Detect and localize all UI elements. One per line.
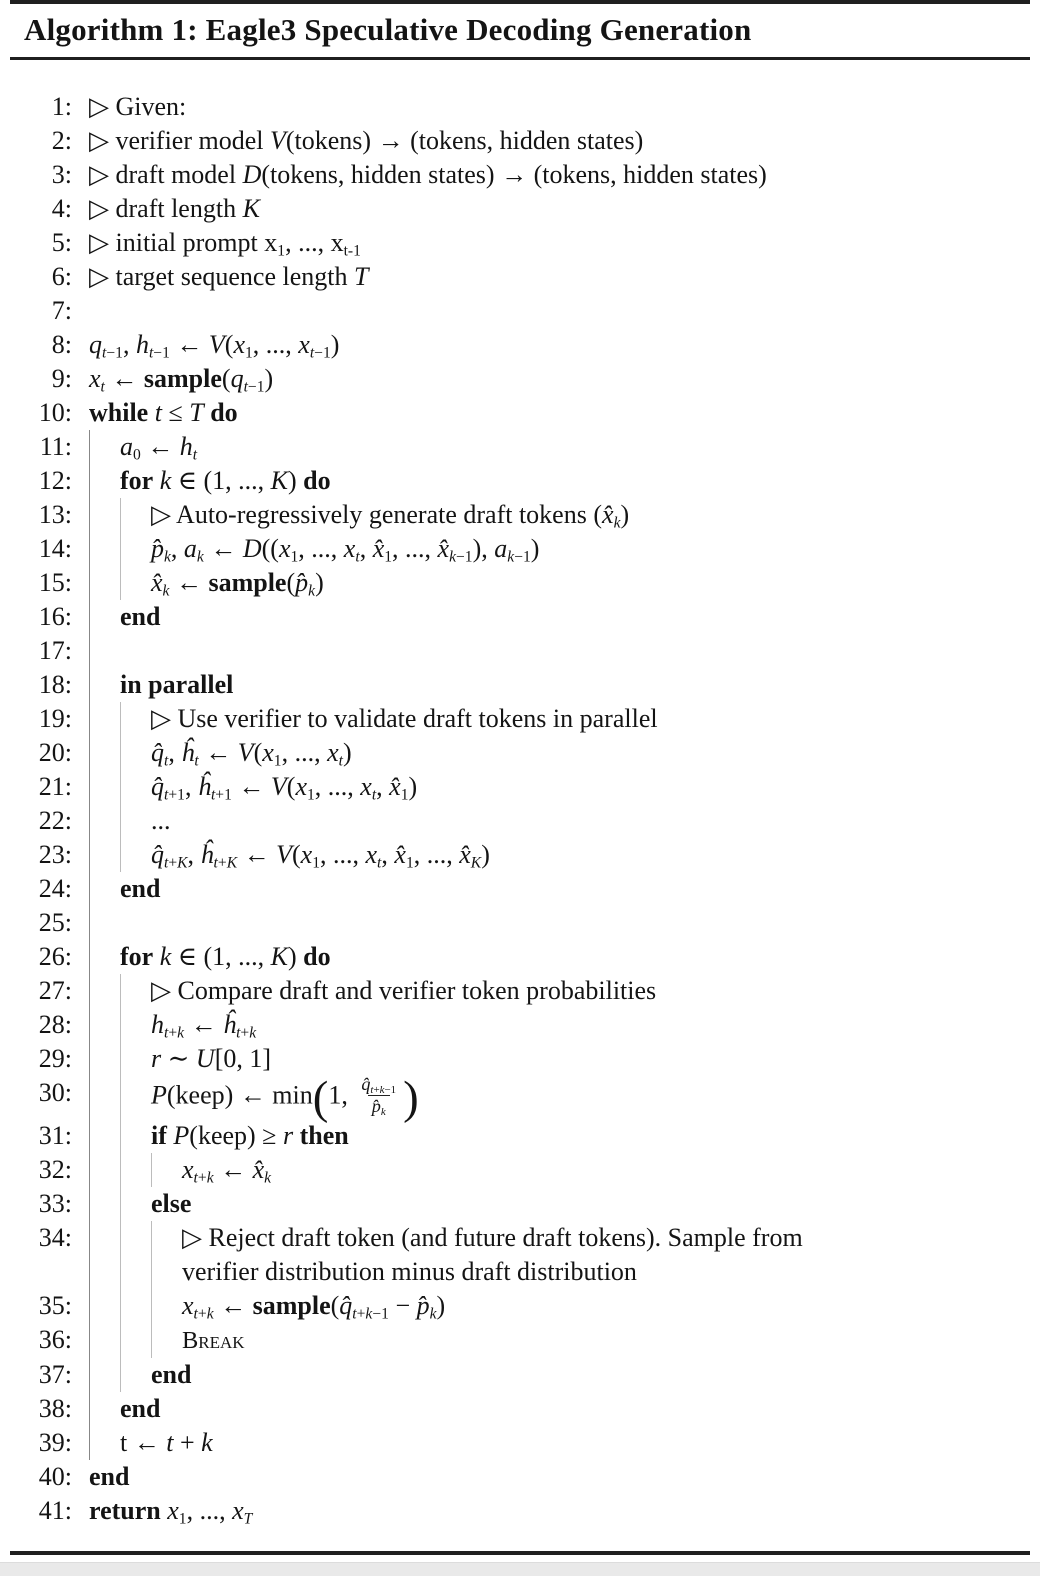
algo-line	[0, 430, 1032, 464]
algo-line	[0, 872, 1032, 906]
line-number: 27:	[38, 976, 72, 1005]
line-content: ▷ draft model D(tokens, hidden states) → (tokens, hidden states)	[89, 160, 767, 189]
indent-guide	[89, 702, 120, 736]
algo-line	[0, 158, 1032, 192]
indent-guide	[89, 464, 120, 498]
line-content: $q̂_{t+K}$, $ĥ_{t+K}$ ← $V(x_1$, ..., $x_t$, $x̂_1$, ..., $x̂_K$)	[151, 840, 490, 872]
line-number: 21:	[38, 772, 72, 801]
algo-line	[0, 1119, 1032, 1153]
indent-guide	[120, 1042, 151, 1076]
algo-line	[0, 702, 1032, 736]
line-number: 37:	[38, 1359, 72, 1389]
line-number: 14:	[38, 534, 72, 563]
line-content: ▷ Given:	[89, 92, 187, 121]
indent-guide	[89, 838, 120, 872]
indent-guide	[151, 1289, 182, 1323]
line-content: end	[151, 1359, 192, 1389]
algo-line	[0, 464, 1032, 498]
algorithm-body	[0, 60, 1040, 1551]
indent-guide	[89, 1008, 120, 1042]
indent-guide	[89, 770, 120, 804]
line-number: 9:	[51, 364, 72, 393]
line-number: 33:	[38, 1188, 72, 1218]
indent-guide	[89, 736, 120, 770]
line-number: 10:	[38, 398, 72, 427]
indent-guide	[120, 770, 151, 804]
indent-guide	[89, 1042, 120, 1076]
line-content: $q̂_t$, $ĥ_t$ ← $V(x_1$, ..., $x_t$)	[151, 738, 352, 770]
line-number: 38:	[38, 1393, 72, 1423]
algo-line	[0, 260, 1032, 294]
indent-guide	[89, 634, 120, 668]
algo-line	[0, 1071, 1032, 1124]
algo-line	[0, 1153, 1032, 1187]
line-content: end	[89, 1461, 130, 1491]
line-number: 3:	[51, 160, 72, 189]
line-content: $q_{t-1}$, $h_{t-1}$ ← $V(x_1$, ..., $x_{t-1}$)	[89, 330, 340, 362]
indent-guide	[89, 1221, 120, 1289]
line-content: in parallel	[120, 670, 234, 699]
indent-guide	[89, 1289, 120, 1323]
indent-guide	[89, 974, 120, 1008]
line-content: ▷ initial prompt $x_1$, ..., $x_{t-1}$	[89, 228, 361, 260]
line-number: 24:	[38, 874, 72, 903]
indent-guide	[151, 1153, 182, 1187]
indent-guide	[120, 532, 151, 566]
algo-line	[0, 192, 1032, 226]
indent-guide	[120, 702, 151, 736]
window-footer-strip	[0, 1562, 1040, 1576]
algo-line	[0, 668, 1032, 702]
line-number: 17:	[38, 636, 72, 665]
indent-guide	[120, 1008, 151, 1042]
indent-guide	[89, 906, 120, 940]
line-number: 8:	[51, 330, 72, 359]
line-number: 1:	[51, 92, 72, 121]
line-content: t ← t + k	[120, 1427, 213, 1457]
algo-line	[0, 1042, 1032, 1076]
algo-line	[0, 1221, 1032, 1289]
indent-guide	[120, 1153, 151, 1187]
indent-guide	[89, 804, 120, 838]
algo-line	[0, 226, 1032, 260]
line-number: 20:	[38, 738, 72, 767]
algorithm-title: Algorithm 1: Eagle3 Speculative Decoding Generation	[24, 12, 752, 47]
line-number: 12:	[38, 466, 72, 495]
algo-line	[0, 498, 1032, 532]
algo-line	[0, 906, 1032, 940]
algo-line	[0, 1323, 1032, 1358]
line-number: 36:	[38, 1324, 72, 1354]
indent-guide	[89, 600, 120, 634]
indent-guide	[120, 804, 151, 838]
algo-line	[0, 90, 1032, 124]
line-content: ▷ Compare draft and verifier token probabilities	[151, 976, 657, 1005]
indent-guide	[89, 1119, 120, 1153]
indent-guide	[151, 1323, 182, 1358]
algo-line	[0, 396, 1032, 430]
algo-line	[0, 566, 1032, 600]
line-content: for k ∈ (1, ..., K) do	[120, 466, 331, 495]
algorithm-header	[0, 4, 1040, 57]
line-number: 18:	[38, 670, 72, 699]
indent-guide	[120, 1076, 151, 1119]
line-number: 11:	[39, 432, 72, 461]
line-content: ▷ verifier model V(tokens) → (tokens, hidden states)	[89, 126, 644, 155]
line-number: 41:	[38, 1495, 72, 1525]
line-content: $a_0$ ← $h_t$	[120, 432, 198, 464]
line-content: ▷ target sequence length T	[89, 262, 369, 291]
algo-line	[0, 328, 1032, 362]
indent-guide	[89, 668, 120, 702]
indent-guide	[89, 498, 120, 532]
line-content: end	[120, 874, 161, 903]
line-content: $q̂_{t+1}$, $ĥ_{t+1}$ ← $V(x_1$, ..., $x_t$, $x̂_1$)	[151, 772, 418, 804]
line-content: ▷ Reject draft token (and future draft tokens). Sample from verifier distribution minus draft distribution	[182, 1222, 803, 1286]
indent-guide	[89, 1392, 120, 1426]
line-number: 13:	[38, 500, 72, 529]
line-number: 34:	[38, 1222, 72, 1252]
indent-guide	[120, 498, 151, 532]
line-content: end	[120, 602, 161, 631]
line-number: 5:	[51, 228, 72, 257]
line-content: ▷ Auto-regressively generate draft tokens $(x̂_k)$	[151, 500, 630, 532]
indent-guide	[120, 566, 151, 600]
line-content: $p̂_k$, $a_k$ ← $D((x_1$, ..., $x_t$, $x̂_1$, ..., $x̂_{k-1}$), $a_{k-1}$)	[151, 534, 540, 566]
indent-guide	[120, 736, 151, 770]
line-content: P(keep) ← min(1, $\frac{q̂_{t+k-1}}{p̂_k}$ )	[151, 1071, 419, 1124]
algo-line	[0, 1494, 1032, 1528]
line-content: return $x_1$, ..., $x_T$	[89, 1495, 253, 1528]
algo-line	[0, 362, 1032, 396]
algo-line	[0, 600, 1032, 634]
line-number: 23:	[38, 840, 72, 869]
line-content: $x_{t+k}$ ← $sample(q̂_{t+k-1}$ − $p̂_k$)	[182, 1290, 446, 1323]
line-content: $h_{t+k}$ ← $ĥ_{t+k}$	[151, 1010, 257, 1042]
indent-guide	[120, 1221, 151, 1289]
algo-line	[0, 1358, 1032, 1392]
indent-guide	[120, 1323, 151, 1358]
line-content: $x̂_k$ ← $sample(p̂_k)$	[151, 568, 324, 600]
line-content	[120, 906, 1032, 940]
line-content	[120, 634, 1032, 668]
algo-line	[0, 124, 1032, 158]
line-number: 40:	[38, 1461, 72, 1491]
line-number: 28:	[38, 1010, 72, 1039]
indent-guide	[120, 1289, 151, 1323]
algo-line	[0, 1008, 1032, 1042]
line-number: 6:	[51, 262, 72, 291]
indent-guide	[89, 1187, 120, 1221]
algo-line	[0, 1187, 1032, 1221]
indent-guide	[89, 1426, 120, 1460]
algo-line	[0, 1392, 1032, 1426]
indent-guide	[89, 566, 120, 600]
line-content: end	[120, 1393, 161, 1423]
algo-line	[0, 940, 1032, 974]
line-number: 35:	[38, 1290, 72, 1320]
algo-line	[0, 532, 1032, 566]
line-content: $x_t$ ← $sample(q_{t-1})$	[89, 364, 274, 396]
line-number: 29:	[38, 1044, 72, 1073]
line-content: $x_{t+k}$ ← $x̂_k$	[182, 1154, 272, 1187]
indent-guide	[89, 532, 120, 566]
line-number: 25:	[38, 908, 72, 937]
line-number: 39:	[38, 1427, 72, 1457]
line-number: 26:	[38, 942, 72, 971]
algo-line	[0, 770, 1032, 804]
line-content: for k ∈ (1, ..., K) do	[120, 942, 331, 971]
line-content: ▷ draft length K	[89, 194, 260, 223]
line-content	[89, 294, 1032, 328]
line-content: if P(keep) ≥ r then	[151, 1120, 349, 1150]
line-number: 19:	[38, 704, 72, 733]
indent-guide	[120, 974, 151, 1008]
line-number: 30:	[38, 1078, 72, 1107]
indent-guide	[120, 1358, 151, 1392]
line-number: 4:	[51, 194, 72, 223]
algo-line	[0, 634, 1032, 668]
algo-line	[0, 1289, 1032, 1323]
line-content: ▷ Use verifier to validate draft tokens in parallel	[151, 704, 658, 733]
indent-guide	[89, 1076, 120, 1119]
line-number: 7:	[51, 296, 72, 325]
indent-guide	[89, 872, 120, 906]
indent-guide	[120, 1119, 151, 1153]
line-content: ...	[151, 806, 171, 835]
indent-guide	[89, 1323, 120, 1358]
line-content: r ∼ U[0, 1]	[151, 1044, 272, 1073]
line-number: 2:	[51, 126, 72, 155]
indent-guide	[120, 838, 151, 872]
indent-guide	[89, 1153, 120, 1187]
algo-line	[0, 974, 1032, 1008]
indent-guide	[89, 1358, 120, 1392]
algo-line	[0, 1426, 1032, 1460]
indent-guide	[89, 430, 120, 464]
algo-line	[0, 804, 1032, 838]
indent-guide	[120, 1187, 151, 1221]
line-number: 31:	[38, 1120, 72, 1150]
line-content: while t ≤ T do	[89, 398, 238, 427]
algo-line	[0, 838, 1032, 872]
algo-line	[0, 294, 1032, 328]
line-number: 32:	[38, 1154, 72, 1184]
line-number: 16:	[38, 602, 72, 631]
line-content: else	[151, 1188, 192, 1218]
algo-line	[0, 736, 1032, 770]
indent-guide	[89, 940, 120, 974]
algo-line	[0, 1460, 1032, 1494]
line-content: Break	[182, 1326, 245, 1354]
line-number: 22:	[38, 806, 72, 835]
line-number: 15:	[38, 568, 72, 597]
indent-guide	[151, 1221, 182, 1289]
bottom-gap	[0, 1555, 1040, 1562]
